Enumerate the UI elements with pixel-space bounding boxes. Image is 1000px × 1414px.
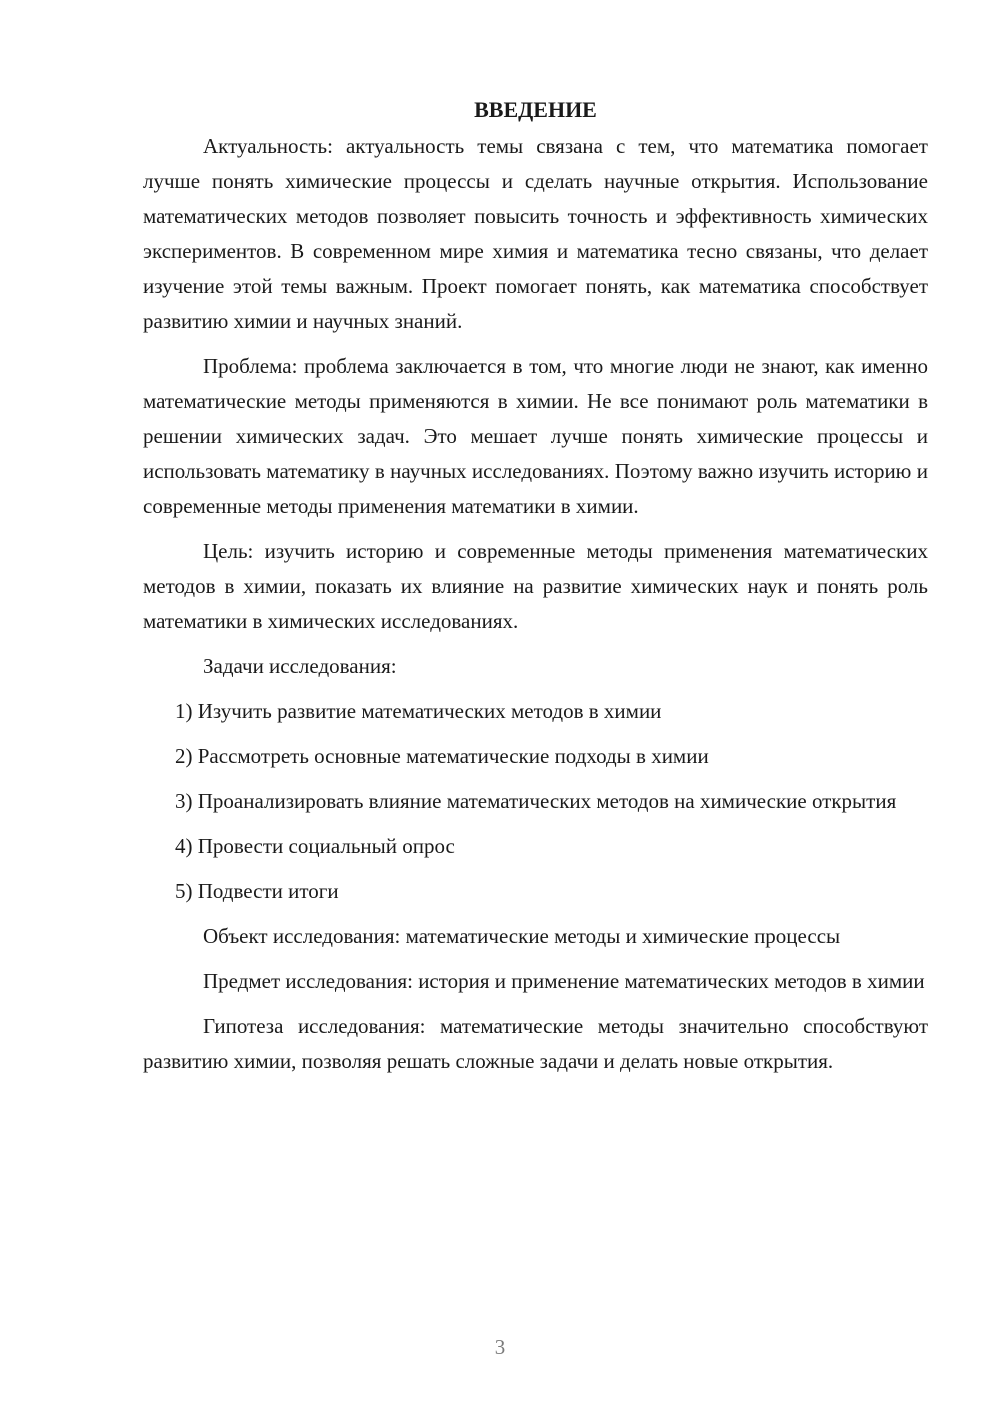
task-item-1: 1) Изучить развитие математических методов в химии bbox=[175, 699, 662, 723]
task-item-5: 5) Подвести итоги bbox=[175, 879, 339, 903]
paragraph-problem: Проблема: проблема заключается в том, что многие люди не знают, как именно математические методы применяются в химии. Не все понимают роль математики в решении химических задач. Это мешает лучше понять химические процессы и использовать математику в научных исследованиях. Поэтому важно изучить историю и современные методы применения математики в химии. bbox=[143, 354, 928, 518]
task-item-2: 2) Рассмотреть основные математические подходы в химии bbox=[175, 744, 709, 768]
page-number: 3 bbox=[494, 1335, 506, 1359]
paragraph-object: Объект исследования: математические методы и химические процессы bbox=[203, 924, 841, 948]
task-list bbox=[143, 694, 928, 909]
tasks-heading: Задачи исследования: bbox=[203, 654, 397, 678]
paragraph-subject: Предмет исследования: история и применение математических методов в химии bbox=[203, 969, 925, 993]
page-title: ВВЕДЕНИЕ bbox=[474, 97, 597, 122]
paragraph-goal: Цель: изучить историю и современные методы применения математических методов в химии, показать их влияние на развитие химических наук и понять роль математики в химических исследованиях. bbox=[143, 539, 928, 633]
paragraph-hypothesis: Гипотеза исследования: математические методы значительно способствуют развитию химии, позволяя решать сложные задачи и делать новые открытия. bbox=[143, 1014, 928, 1073]
document-page bbox=[143, 92, 928, 1089]
task-item-4: 4) Провести социальный опрос bbox=[175, 834, 455, 858]
paragraph-relevance: Актуальность: актуальность темы связана с тем, что математика помогает лучше понять химические процессы и сделать научные открытия. Использование математических методов позволяет повысить точность и эффективность химических экспериментов. В современном мире химия и математика тесно связаны, что делает изучение этой темы важным. Проект помогает понять, как математика способствует развитию химии и научных знаний. bbox=[143, 134, 928, 333]
task-item-3: 3) Проанализировать влияние математических методов на химические открытия bbox=[175, 789, 897, 813]
